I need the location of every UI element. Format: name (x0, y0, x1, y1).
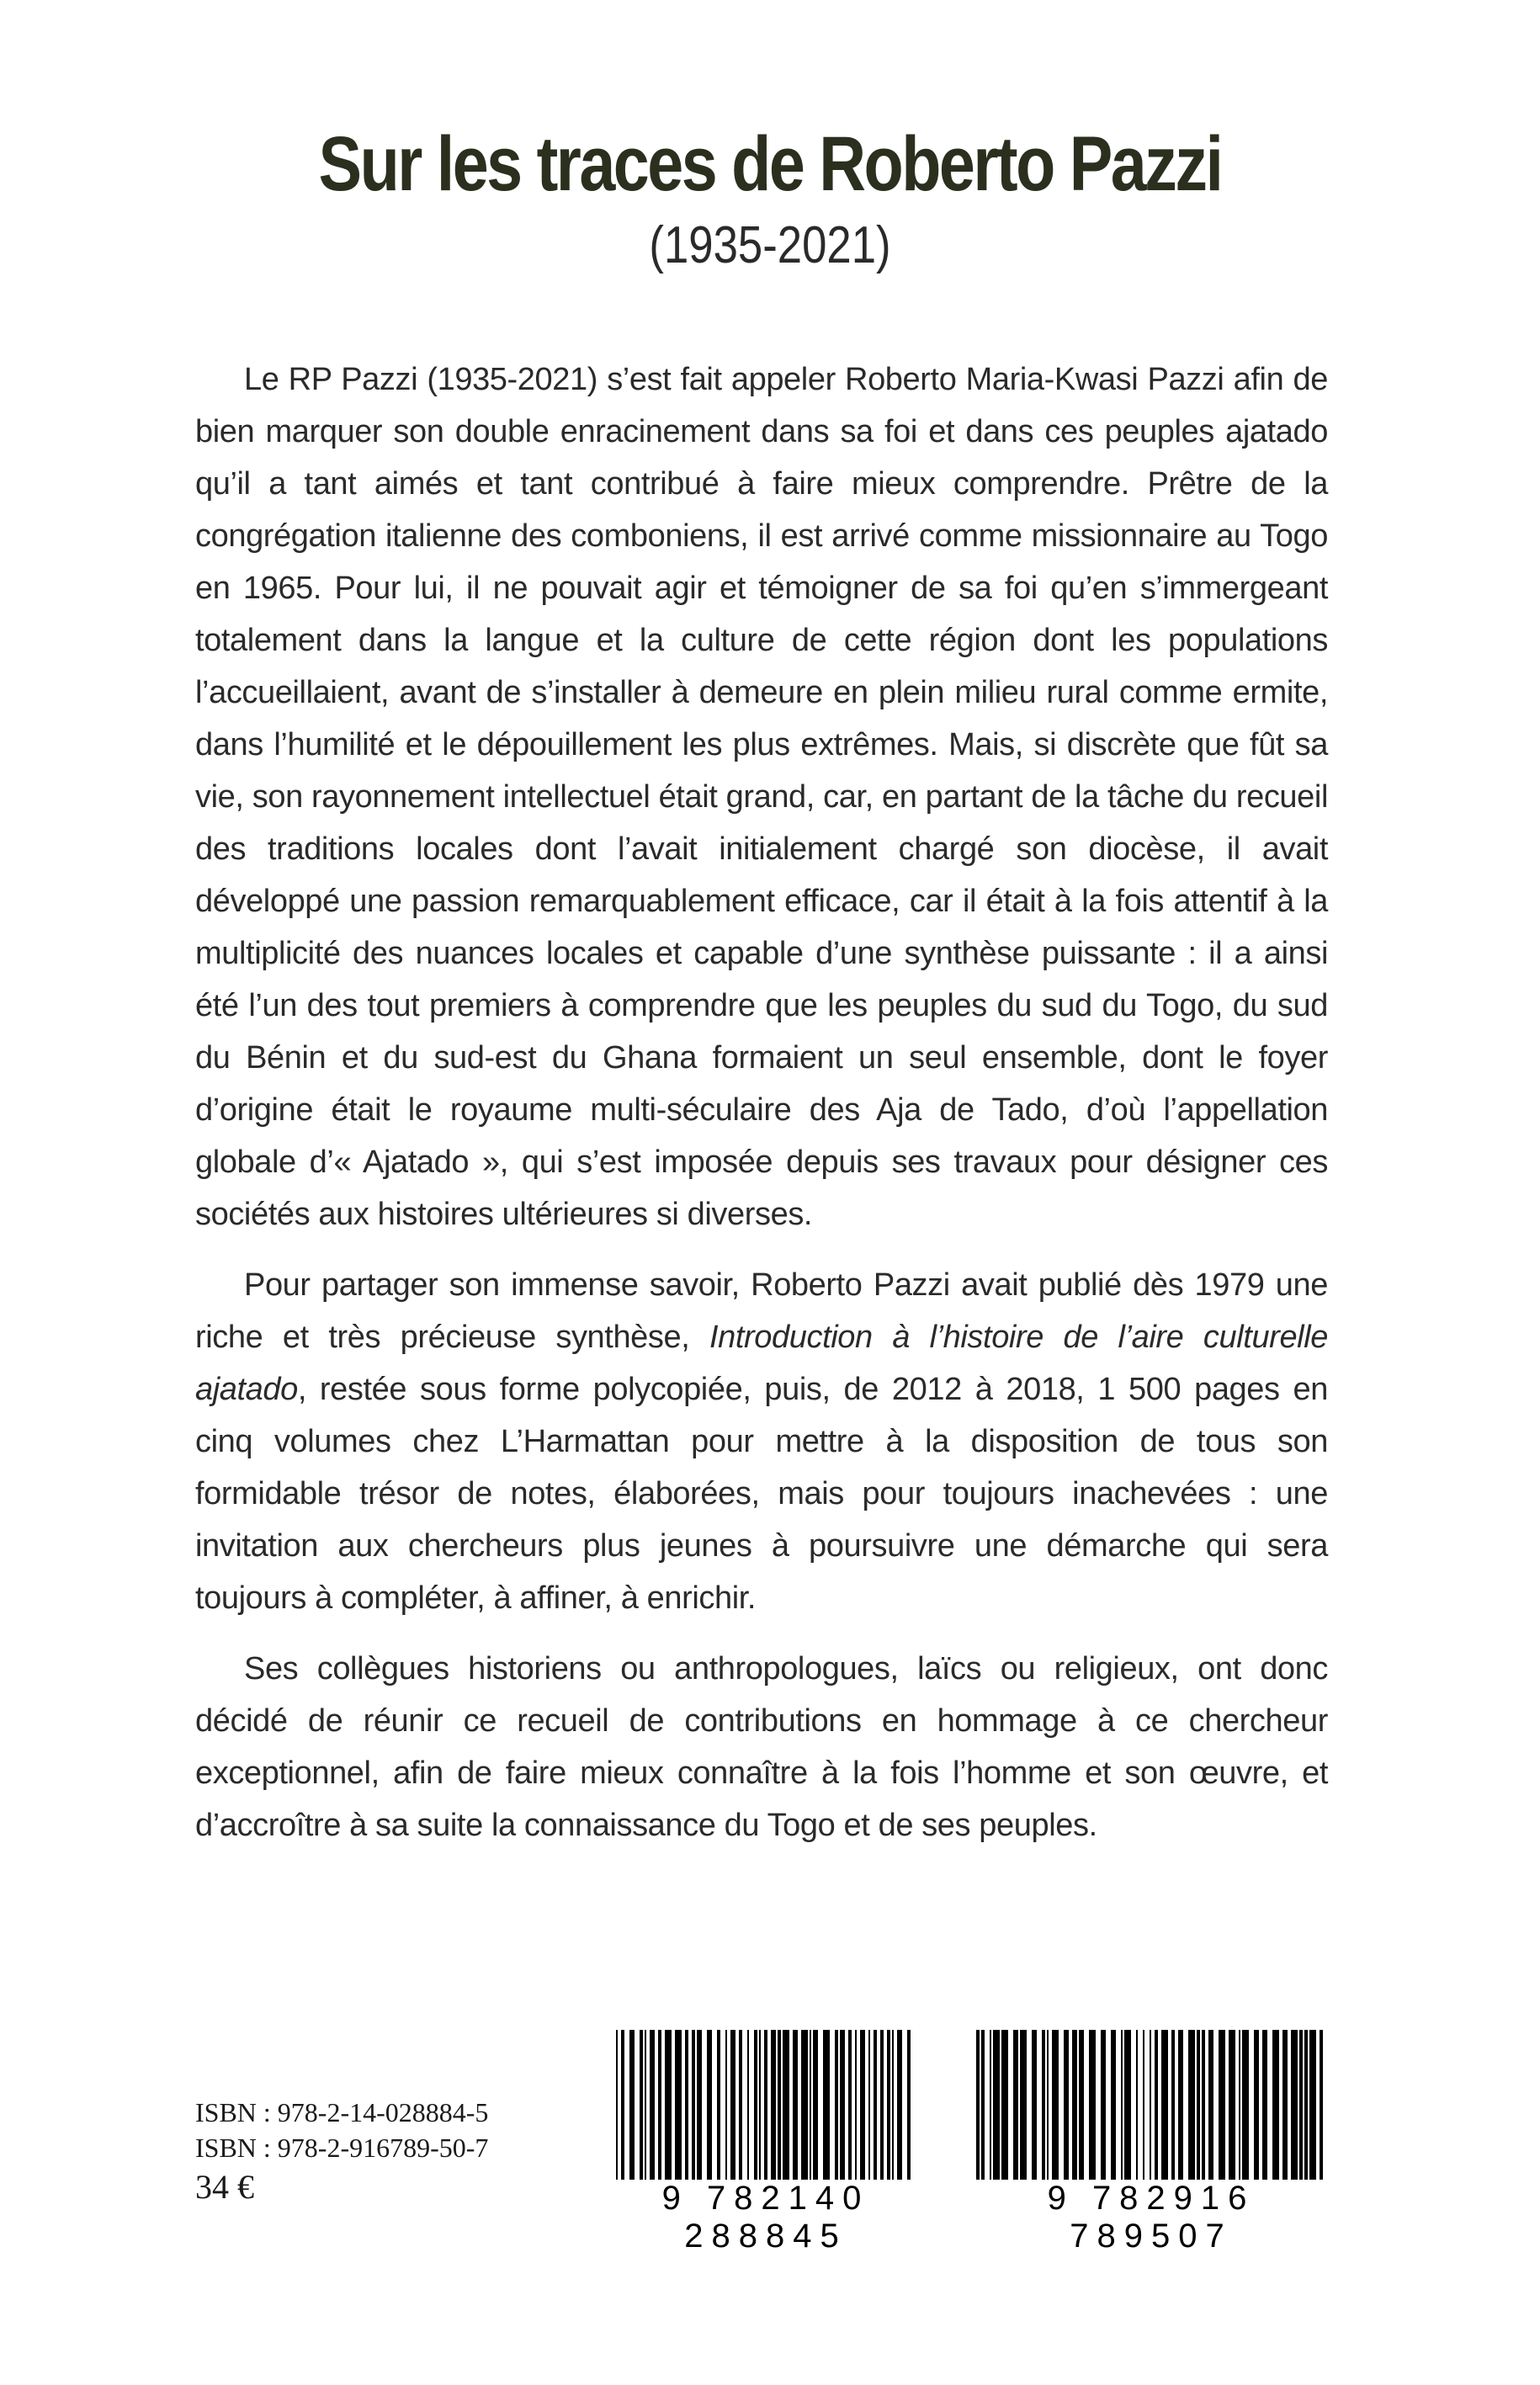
barcode-bar (1291, 2030, 1298, 2190)
barcode-bar (801, 2030, 808, 2190)
barcode-bar (1111, 2030, 1116, 2190)
barcode-bar (739, 2030, 742, 2190)
barcode-bar (778, 2030, 781, 2190)
barcode-bar (848, 2030, 852, 2190)
barcode-bar (1001, 2030, 1008, 2190)
barcode-bar (1072, 2030, 1077, 2190)
barcode-bar (1161, 2030, 1168, 2190)
barcode-bar (981, 2030, 985, 2190)
barcode-bar (880, 2030, 884, 2190)
barcode-bar (1254, 2030, 1259, 2190)
blurb-paragraph-2 (195, 1259, 1328, 1624)
barcode-bar (783, 2030, 789, 2190)
barcode-bar (764, 2030, 767, 2190)
barcode-bar (675, 2030, 682, 2190)
price: 34 € (195, 2168, 254, 2206)
barcode-bar (976, 2030, 980, 2190)
barcode-bar (810, 2030, 811, 2190)
book-title: Sur les traces de Roberto Pazzi (318, 121, 1222, 207)
cited-book-title: Introduction à l’histoire de l’aire culturelle ajatado (195, 1320, 1328, 1407)
barcode-bar (1282, 2030, 1288, 2190)
barcode-bar (1121, 2030, 1123, 2190)
barcode-bar (1239, 2030, 1240, 2190)
barcode-bar (1309, 2030, 1316, 2190)
barcode-bar (771, 2030, 776, 2190)
barcode-bar (1136, 2030, 1138, 2190)
blurb-text (195, 353, 1328, 1851)
barcode-bar (990, 2030, 991, 2190)
barcode-bar (1219, 2030, 1225, 2190)
barcode-bar (697, 2030, 702, 2190)
barcode-bar (1042, 2030, 1045, 2190)
barcode-bar (685, 2030, 688, 2190)
book-subtitle-dates: (1935-2021) (649, 216, 891, 274)
barcode-1-digits: 9 782140 288845 (606, 2180, 926, 2255)
barcode-bar (1020, 2030, 1027, 2190)
barcode-bar (665, 2030, 672, 2190)
barcode-bar (835, 2030, 838, 2190)
barcode-bar (887, 2030, 890, 2190)
barcode-bar (621, 2030, 624, 2190)
barcode-bar (725, 2030, 727, 2190)
barcode-bar (993, 2030, 1000, 2190)
barcode-bar (1304, 2030, 1308, 2190)
barcode-bar (754, 2030, 757, 2190)
barcode-bar (1178, 2030, 1183, 2190)
barcode-bar (1143, 2030, 1144, 2190)
blurb-paragraph-2-start: Pour partager son immense savoir, Roberto Pazzi avait publié dès 1979 une riche et très précieuse synthèse, (195, 1267, 1328, 1355)
barcode-2 (966, 2030, 1336, 2255)
barcode-bar (1124, 2030, 1131, 2190)
isbn-line-1: ISBN : 978-2-14-028884-5 (195, 2097, 489, 2127)
barcode-bar (897, 2030, 902, 2190)
barcode-bar (629, 2030, 635, 2190)
barcode-bar (1299, 2030, 1303, 2190)
barcode-bar (1101, 2030, 1106, 2190)
blurb-paragraph-3: Ses collègues historiens ou anthropologues, laïcs ou religieux, ont donc décidé de réunir ce recueil de contributions en hommage à ce chercheur exceptionnel, afin de faire mieux connaître à la fois l’homme et son œuvre, et d’accroître à sa suite la connaissance du Togo et de ses peuples. (195, 1651, 1328, 1843)
barcode-bar (1047, 2030, 1049, 2190)
barcode-bar (1262, 2030, 1267, 2190)
barcode-bar (1064, 2030, 1069, 2190)
barcode-bar (1079, 2030, 1084, 2190)
barcode-bar (1032, 2030, 1037, 2190)
barcode-bar (640, 2030, 643, 2190)
barcode-bar (650, 2030, 655, 2190)
barcode-bar (1208, 2030, 1213, 2190)
barcode-bar (907, 2030, 911, 2190)
barcode-bar (855, 2030, 857, 2190)
barcode-bar (759, 2030, 761, 2190)
barcode-bar (1229, 2030, 1235, 2190)
barcode-bar (747, 2030, 749, 2190)
barcode-bar (1013, 2030, 1018, 2190)
barcode-bar (645, 2030, 646, 2190)
barcode-bar (860, 2030, 865, 2190)
barcode-bar (1089, 2030, 1096, 2190)
barcode-bar (1150, 2030, 1151, 2190)
barcode-bar (813, 2030, 818, 2190)
barcode-bar (868, 2030, 870, 2190)
barcode-1 (606, 2030, 926, 2255)
barcode-bar (874, 2030, 877, 2190)
barcode-bar (730, 2030, 735, 2190)
isbn-line-2: ISBN : 978-2-916789-50-7 (195, 2133, 489, 2163)
barcode-bar (1197, 2030, 1200, 2190)
barcode-bar (892, 2030, 894, 2190)
barcode-bar (793, 2030, 798, 2190)
barcode-bar (707, 2030, 712, 2190)
barcode-bar (1188, 2030, 1195, 2190)
barcode-bar (1052, 2030, 1059, 2190)
barcode-bar (1155, 2030, 1158, 2190)
barcode-bar (840, 2030, 845, 2190)
barcode-bar (658, 2030, 661, 2190)
barcode-bar (1242, 2030, 1249, 2190)
barcode-bar (616, 2030, 618, 2190)
barcode-bar (823, 2030, 830, 2190)
barcode-bar (1171, 2030, 1175, 2190)
barcode-bar (1202, 2030, 1205, 2190)
blurb-paragraph-1: Le RP Pazzi (1935-2021) s’est fait appeler Roberto Maria-Kwasi Pazzi afin de bien marquer son double enracinement dans sa foi et dans ces peuples ajatado qu’il a tant aimés et tant contribué à faire mieux comprendre. Prêtre de la congrégation italienne des comboniens, il est arrivé comme missionnaire au Togo en 1965. Pour lui, il ne pouvait agir et témoigner de sa foi qu’en s’immergeant totalement dans la langue et la culture de cette région dont les populations l’accueillaient, avant de s’installer à demeure en plein milieu rural comme ermite, dans l’humilité et le dépouillement les plus extrêmes. Mais, si discrète que fût sa vie, son rayonnement intellectuel était grand, car, en partant de la tâche du recueil des traditions locales dont l’avait initialement chargé son diocèse, il avait développé une passion remarquablement efficace, car il était à la fois attentif à la multiplicité des nuances locales et capable d’une synthèse puissante : il a ainsi été l’un des tout premiers à comprendre que les peuples du sud du Togo, du sud du Bénin et du sud-est du Ghana formaient un seul ensemble, dont le foyer d’origine était le royaume multi-séculaire des Aja de Tado, d’où l’appellation globale d’« Ajatado », qui s’est imposée depuis ses travaux pour désigner ces sociétés aux histoires ultérieures si diverses. (195, 362, 1328, 1232)
blurb-paragraph-2-end: , restée sous forme polycopiée, puis, de 2012 à 2018, 1 500 pages en cinq volumes chez L’Harmattan pour mettre à la disposition de tous son formidable trésor de notes, élaborées, mais pour toujours inachevées : une invitation aux chercheurs plus jeunes à poursuivre une démarche qui sera toujours à compléter, à affiner, à enrichir. (195, 1372, 1328, 1616)
barcode-2-digits: 9 782916 789507 (966, 2180, 1336, 2255)
barcode-bar (1320, 2030, 1323, 2190)
barcode-bar (717, 2030, 720, 2190)
barcode-bar (692, 2030, 695, 2190)
barcode-bar (1272, 2030, 1279, 2190)
